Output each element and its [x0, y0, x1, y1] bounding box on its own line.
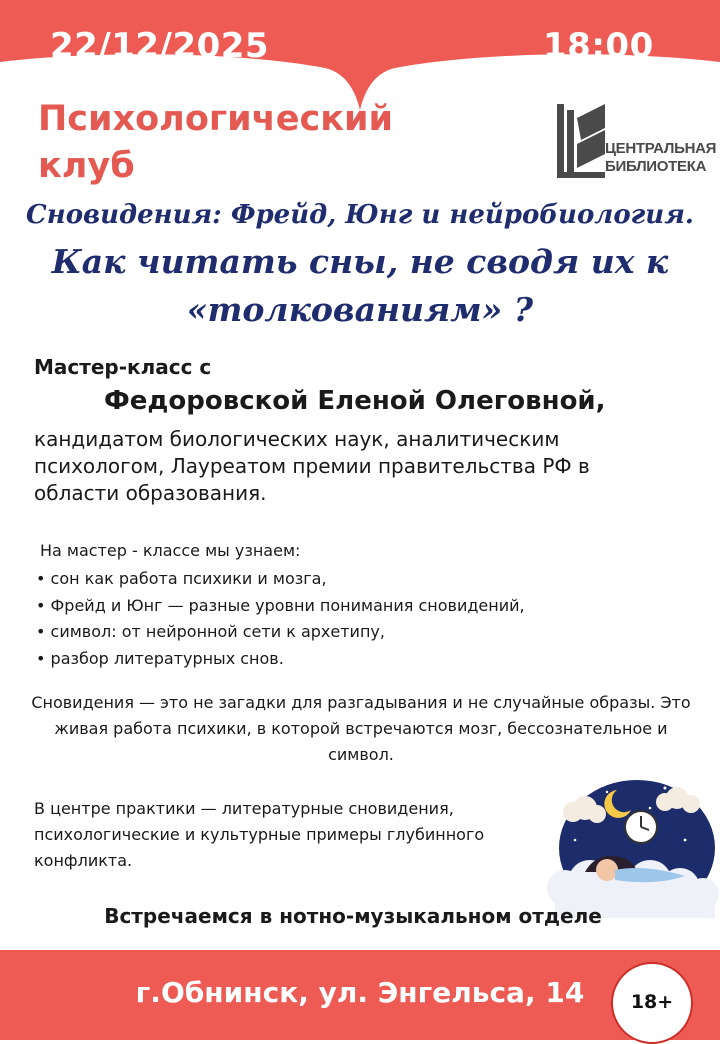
list-item: • разбор литературных снов. — [36, 646, 525, 673]
masterclass-intro: Мастер-класс с — [34, 355, 212, 379]
host-name: Федоровской Еленой Олеговной, — [104, 386, 606, 416]
closing-line: Встречаемся в нотно-музыкальном отделе — [104, 904, 602, 928]
dreams-paragraph: Сновидения — это не загадки для разгадывания и не случайные образы. Это живая работа психики, в которой встречаются мозг, бессознательное и символ. — [31, 693, 691, 764]
club-title: Психологический клуб — [38, 99, 393, 186]
sleeping-girl-illustration — [545, 770, 720, 918]
practice-paragraph: В центре практики — литературные сновидения, психологические и культурные примеры глубинного конфликта. — [34, 799, 485, 870]
library-logo — [555, 100, 717, 186]
logo-line-2: БИБЛИОТЕКА — [605, 158, 707, 175]
event-title-line-2: Как читать сны, не сводя их к — [51, 242, 669, 281]
age-rating: 18+ — [630, 991, 674, 1013]
event-title-line-3: «толкованиям» ? — [186, 290, 534, 329]
event-time: 18:00 — [543, 26, 654, 66]
logo-line-1: ЦЕНТРАЛЬНАЯ — [605, 140, 717, 157]
list-item: • символ: от нейронной сети к архетипу, — [36, 619, 525, 646]
host-credentials: кандидатом биологических наук, аналитическим психологом, Лауреатом премии правительства РФ в области образования. — [34, 427, 590, 505]
event-title-line-1: Сновидения: Фрейд, Юнг и нейробиология. — [26, 200, 694, 230]
learn-heading: На мастер - классе мы узнаем: — [40, 541, 301, 560]
clock-icon — [625, 811, 657, 843]
list-item: • сон как работа психики и мозга, — [36, 566, 525, 593]
address: г.Обнинск, ул. Энгельса, 14 — [135, 976, 585, 1009]
event-date: 22/12/2025 — [50, 26, 270, 66]
learn-list — [36, 566, 525, 672]
list-item: • Фрейд и Юнг — разные уровни понимания сновидений, — [36, 593, 525, 620]
age-rating-badge — [611, 962, 693, 1044]
book-icon — [555, 102, 607, 182]
